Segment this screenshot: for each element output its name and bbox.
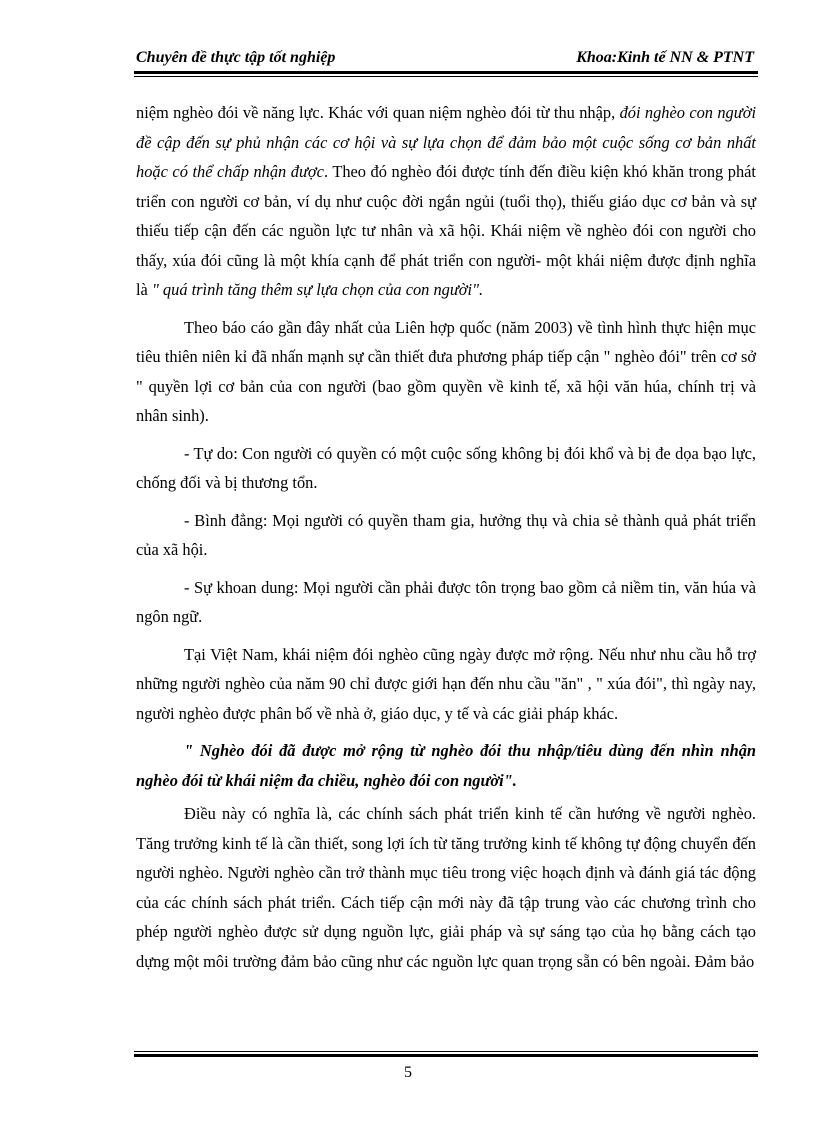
italic-definition: đói nghèo con người đề cập đến sự phủ nhận các cơ hội và sự lựa chọn để đảm bảo một cuộc sống cơ bản nhất hoặc có thể chấp nhận được [136,103,756,181]
paragraph-policy: Điều này có nghĩa là, các chính sách phát triển kinh tế cần hướng về người nghèo. Tăng trưởng kinh tế là cần thiết, song lợi ích từ tăng trưởng kinh tế không tự động chuyển đến người nghèo. Người nghèo cần trở thành mục tiêu trong việc hoạch định và đánh giá tác động của các chính sách phát triển. Cách tiếp cận mới này đã tập trung vào các chương trình cho phép người nghèo được sử dụng nguồn lực, giải pháp và sự sáng tạo của họ bằng cách tạo dựng một môi trường đảm bảo cũng như các nguồn lực quan trọng sẵn có bên ngoài. Đảm bảo [136,804,756,971]
header-rule [134,71,758,74]
paragraph-un-report: Theo báo cáo gần đây nhất của Liên hợp quốc (năm 2003) về tình hình thực hiện mục tiêu thiên niên kỉ đã nhấn mạnh sự cần thiết đưa phương pháp tiếp cận " nghèo đói" trên cơ sở " quyền lợi cơ bản của con người (bao gồm quyền về kinh tế, xã hội văn húa, chính trị và nhân sinh). [136,317,756,425]
emphasized-quote: " Nghèo đói đã được mở rộng từ nghèo đói thu nhập/tiêu dùng đến nhìn nhận nghèo đói từ khái niệm đa chiều, nghèo đói con người". [136,741,756,790]
page-body [136,98,756,984]
footer-rule-thin [134,1051,758,1052]
italic-quote: " quá trình tăng thêm sự lựa chọn của con người". [151,280,484,299]
list-item-equality: - Bình đẳng: Mọi người có quyền tham gia, hưởng thụ và chia sẻ thành quả phát triển của xã hội. [136,510,756,559]
paragraph-vietnam: Tại Việt Nam, khái niệm đói nghèo cũng ngày được mở rộng. Nếu như nhu cầu hỗ trợ những người nghèo của năm 90 chỉ được giới hạn đến nhu cầu "ăn" , " xúa đói", thì ngày nay, người nghèo được phân bố về nhà ở, giáo dục, y tế và các giải pháp khác. [136,644,756,723]
list-item-freedom: - Tự do: Con người có quyền có một cuộc sống không bị đói khổ và bị đe dọa bạo lực, chống đối và bị thương tổn. [136,443,756,492]
page-number: 5 [404,1064,412,1081]
paragraph-text: . Theo đó nghèo đói được tính đến điều kiện khó khăn trong phát triển con người cơ bản, ví dụ như cuộc đời ngắn ngủi (tuổi thọ), thiếu giáo dục cơ bản và sự thiếu tiếp cận đến các nguồn lực tư nhân và xã hội. Khái niệm về nghèo đói con người cho thấy, xúa đói cũng là một khía cạnh để phát triển con người- một khái niệm được định nghĩa là [136,162,756,299]
header-faculty: Khoa:Kinh tế NN & PTNT [576,49,754,66]
header-document-title: Chuyên đề thực tập tốt nghiệp [136,49,336,66]
list-item-tolerance: - Sự khoan dung: Mọi người cần phải được tôn trọng bao gồm cả niềm tin, văn húa và ngôn ngữ. [136,577,756,626]
header-rule-thin [134,76,758,77]
page-header [134,49,758,71]
paragraph-poverty-concept [136,98,756,305]
paragraph-text: niệm nghèo đói về năng lực. Khác với quan niệm nghèo đói từ thu nhập, [136,103,616,122]
footer-rule [134,1054,758,1057]
